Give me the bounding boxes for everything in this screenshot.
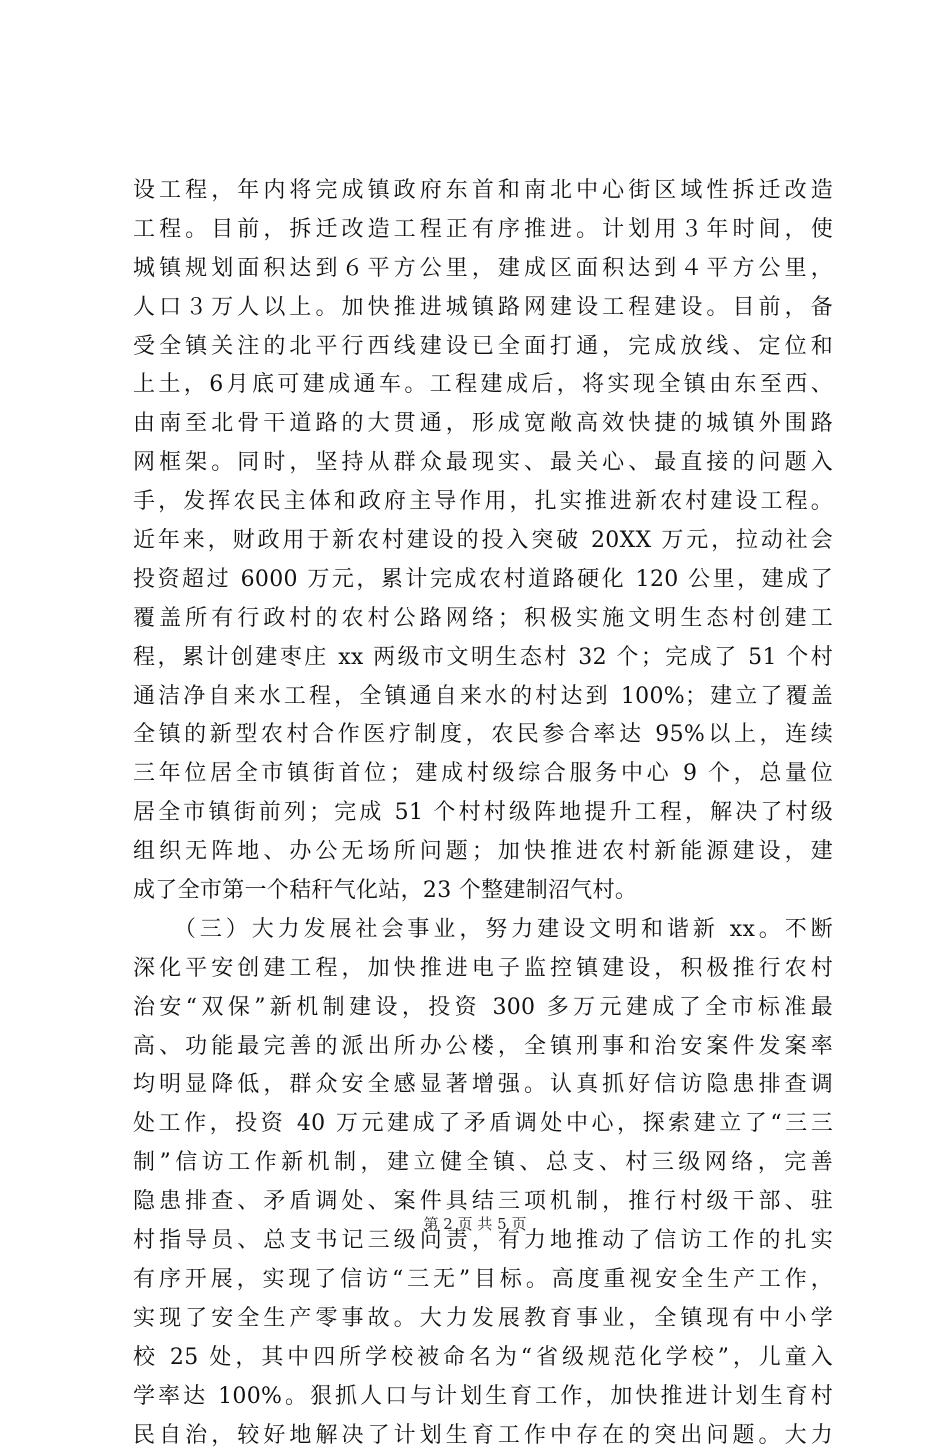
text-line: 组织无阵地、办公无场所问题；加快推进农村新能源建设，建 [133,833,833,872]
text-line: 上土，6月底可建成通车。工程建成后，将实现全镇由东至西、 [133,366,833,405]
text-line: 居全市镇街前列；完成 51 个村村级阵地提升工程，解决了村级 [133,794,833,833]
text-line: 通洁净自来水工程，全镇通自来水的村达到 100%；建立了覆盖 [133,678,833,717]
text-line: 设工程，年内将完成镇政府东首和南北中心街区域性拆迁改造 [133,172,833,211]
text-line: 民自治，较好地解决了计划生育工作中存在的突出问题。大力 [133,1417,833,1455]
text-line: 由南至北骨干道路的大贯通，形成宽敞高效快捷的城镇外围路 [133,405,833,444]
text-line: 受全镇关注的北平行西线建设已全面打通，完成放线、定位和 [133,328,833,367]
text-line: 网框架。同时，坚持从群众最现实、最关心、最直接的问题入 [133,444,833,483]
text-line: 制”信访工作新机制，建立健全镇、总支、村三级网络，完善 [133,1144,833,1183]
text-line: 投资超过 6000 万元，累计完成农村道路硬化 120 公里，建成了 [133,561,833,600]
text-line: 村指导员、总支书记三级问责，有力地推动了信访工作的扎实 [133,1222,833,1261]
text-line: 程，累计创建枣庄 xx 两级市文明生态村 32 个；完成了 51 个村 [133,639,833,678]
text-line: 覆盖所有行政村的农村公路网络；积极实施文明生态村创建工 [133,600,833,639]
text-line: 全镇的新型农村合作医疗制度，农民参合率达 95%以上，连续 [133,716,833,755]
text-line: 近年来，财政用于新农村建设的投入突破 20XX 万元，拉动社会 [133,522,833,561]
text-line: 高、功能最完善的派出所办公楼，全镇刑事和治安案件发案率 [133,1028,833,1067]
text-line: 隐患排查、矛盾调处、案件具结三项机制，推行村级干部、驻 [133,1183,833,1222]
text-line: 治安“双保”新机制建设，投资 300 多万元建成了全市标准最 [133,989,833,1028]
paragraph-start-line: （三）大力发展社会事业，努力建设文明和谐新 xx。不断 [133,911,833,950]
text-line: 实现了安全生产零事故。大力发展教育事业，全镇现有中小学 [133,1300,833,1339]
page-footer: 第 2 页 共 5 页 [0,1214,950,1234]
text-line: 有序开展，实现了信访“三无”目标。高度重视安全生产工作， [133,1261,833,1300]
text-line: 手，发挥农民主体和政府主导作用，扎实推进新农村建设工程。 [133,483,833,522]
text-line: 城镇规划面积达到６平方公里，建成区面积达到４平方公里， [133,250,833,289]
text-line: 均明显降低，群众安全感显著增强。认真抓好信访隐患排查调 [133,1066,833,1105]
text-line: 处工作，投资 40 万元建成了矛盾调处中心，探索建立了“三三 [133,1105,833,1144]
document-body [133,172,833,1455]
paragraph-end-line: 成了全市第一个秸秆气化站，23 个整建制沼气村。 [133,872,833,911]
text-line: 深化平安创建工程，加快推进电子监控镇建设，积极推行农村 [133,950,833,989]
text-line: 三年位居全市镇街首位；建成村级综合服务中心 9 个，总量位 [133,755,833,794]
text-line: 校 25 处，其中四所学校被命名为“省级规范化学校”，儿童入 [133,1339,833,1378]
text-line: 工程。目前，拆迁改造工程正有序推进。计划用３年时间，使 [133,211,833,250]
text-line: 学率达 100%。狠抓人口与计划生育工作，加快推进计划生育村 [133,1378,833,1417]
text-line: 人口３万人以上。加快推进城镇路网建设工程建设。目前，备 [133,289,833,328]
